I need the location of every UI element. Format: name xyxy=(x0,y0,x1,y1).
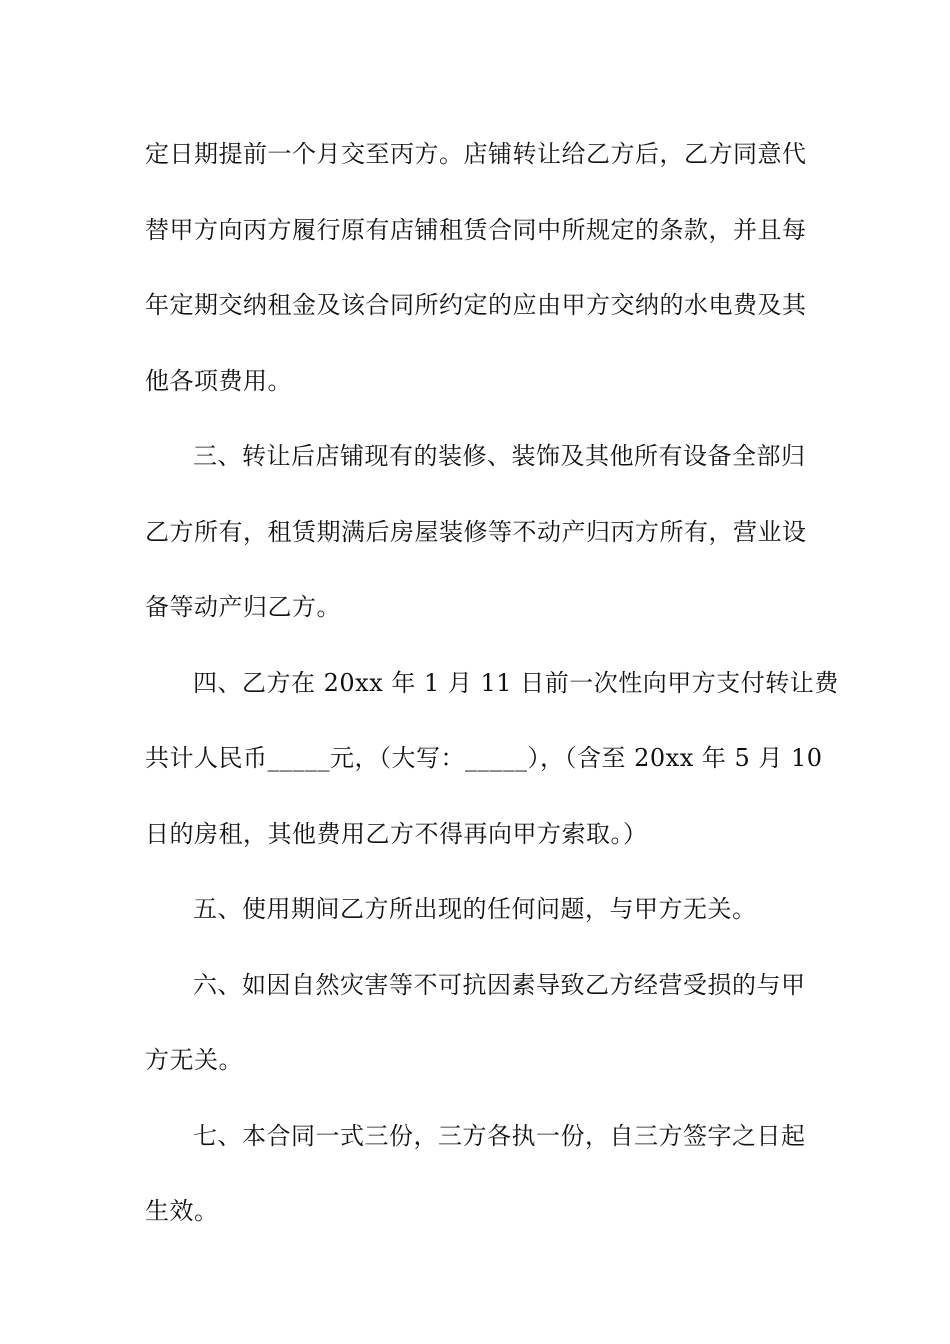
clause-6-line-2: 方无关。 xyxy=(145,1046,243,1074)
clause-3-line-3: 备等动产归乙方。 xyxy=(145,593,341,621)
clause-7-line-1: 七、本合同一式三份，三方各执一份，自三方签字之日起 xyxy=(193,1121,806,1150)
clause-4-line-1: 四、乙方在 20xx 年 1 月 11 日前一次性向甲方支付转让费 xyxy=(193,668,839,697)
clause-4-line-3: 日的房租，其他费用乙方不得再向甲方索取。） xyxy=(145,819,648,848)
clause-6-line-1: 六、如因自然灾害等不可抗因素导致乙方经营受损的与甲 xyxy=(193,970,806,999)
text-line-4: 他各项费用。 xyxy=(145,366,292,395)
text-line-3: 年定期交纳租金及该合同所约定的应由甲方交纳的水电费及其 xyxy=(145,291,807,319)
clause-4-line-2: 共计人民币_____元，（大写：_____），（含至 20xx 年 5 月 10 xyxy=(145,744,823,772)
text-line-2: 替甲方向丙方履行原有店铺租赁合同中所规定的条款，并且每 xyxy=(145,215,807,244)
clause-7-line-2: 生效。 xyxy=(145,1197,219,1225)
clause-3-line-1: 三、转让后店铺现有的装修、装饰及其他所有设备全部归 xyxy=(193,442,806,470)
clause-3-line-2: 乙方所有，租赁期满后房屋装修等不动产归丙方所有，营业设 xyxy=(145,517,807,546)
clause-5-line-1: 五、使用期间乙方所出现的任何问题，与甲方无关。 xyxy=(193,895,757,923)
text-line-1: 定日期提前一个月交至丙方。店铺转让给乙方后，乙方同意代 xyxy=(145,140,807,168)
document-body xyxy=(145,126,839,1259)
